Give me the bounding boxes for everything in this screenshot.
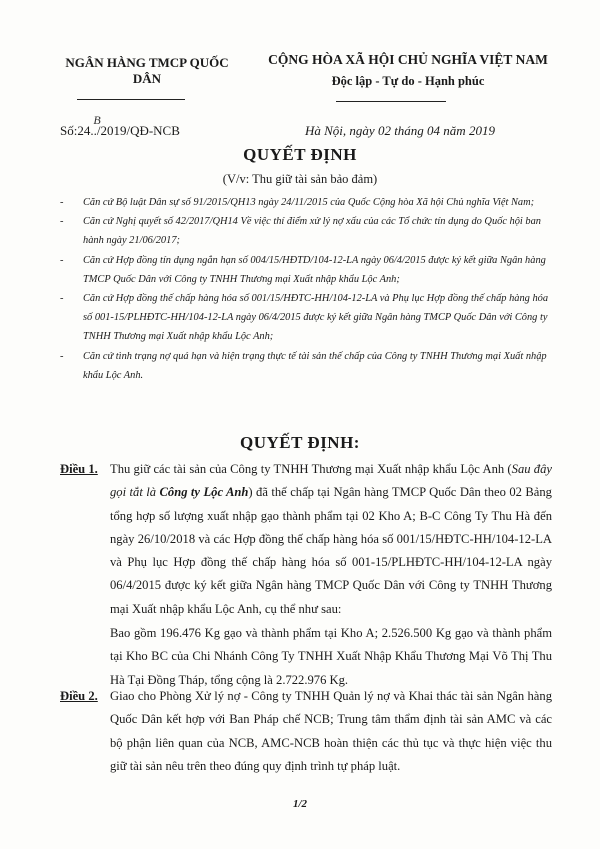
- legal-basis-item: - Căn cứ Hợp đồng tín dụng ngắn hạn số 004/15/HĐTD/104-12-LA ngày 06/4/2015 được ký kết giữa Ngân hàng TMCP Quốc Dân với Công ty TNHH Thương mại Xuất nhập khẩu Lộc Anh;: [60, 254, 546, 285]
- legal-basis-item: - Căn cứ Nghị quyết số 42/2017/QH14 Về việc thí điểm xử lý nợ xấu của các Tổ chức tín dụng do Quốc hội ban hành ngày 21/06/2017;: [60, 216, 541, 247]
- nation-title: CỘNG HÒA XÃ HỘI CHỦ NGHĨA VIỆT NAM: [268, 52, 548, 67]
- article-2-text: Giao cho Phòng Xử lý nợ - Công ty TNHH Quản lý nợ và Khai thác tài sản Ngân hàng Quốc Dân kết hợp với Ban Pháp chế NCB; Trung tâm thẩm định tài sản AMC và các bộ phận liên quan của NCB, AMC-NCB hoàn thiện các thủ tục và thực hiện việc thu giữ tài sản nêu trên theo đúng quy định trình tự pháp luật.: [110, 689, 552, 773]
- company-alias: Công ty Lộc Anh: [159, 485, 249, 500]
- article-2: [60, 685, 552, 778]
- article-1: [60, 458, 552, 692]
- doc-number-digits: 24: [77, 123, 91, 138]
- doc-number-value: [77, 113, 101, 139]
- header-right-rule: [336, 101, 446, 102]
- handwritten-mark: B: [93, 113, 101, 127]
- doc-number-suffix: ../2019/QĐ-NCB: [90, 123, 180, 138]
- national-header: [258, 52, 558, 89]
- page-number: 1/2: [292, 798, 308, 810]
- place-date: Hà Nội, ngày 02 tháng 04 năm 2019: [305, 123, 495, 138]
- document-subject: (V/v: Thu giữ tài sản bảo đảm): [222, 172, 378, 186]
- national-motto: Độc lập - Tự do - Hạnh phúc: [331, 74, 485, 88]
- legal-basis-item: - Căn cứ Hợp đồng thế chấp hàng hóa số 001/15/HĐTC-HH/104-12-LA và Phụ lục Hợp đồng thế chấp hàng hóa số 001-15/PLHĐTC-HH/104-12-LA ngày 06/4/2015 được ký kết giữa Ngân hàng TMCP Quốc Dân với Công ty TNHH Thương mại Xuất nhập khẩu Lộc Anh;: [60, 293, 549, 343]
- legal-basis-item: - Căn cứ Bộ luật Dân sự số 91/2015/QH13 ngày 24/11/2015 của Quốc Cộng hòa Xã hội Chủ nghĩa Việt Nam;: [60, 197, 535, 208]
- document-number: [60, 113, 180, 139]
- legal-basis-item: - Căn cứ tình trạng nợ quá hạn và hiện trạng thực tế tài sản thế chấp của Công ty TNHH Thương mại Xuất nhập khẩu Lộc Anh.: [60, 350, 547, 381]
- article-2-label: Điều 2.: [60, 689, 98, 703]
- doc-number-prefix: Số:: [60, 123, 78, 138]
- decision-heading: QUYẾT ĐỊNH:: [240, 433, 360, 452]
- article-1-text: Thu giữ các tài sản của Công ty TNHH Thương mại Xuất nhập khẩu Lộc Anh (Sau đây gọi tắt là Công ty Lộc Anh) đã thế chấp tại Ngân hàng TMCP Quốc Dân theo 02 Bảng tổng hợp số lượng xuất nhập gạo thành phẩm tại 02 Kho A; B-C Công Ty Thu Hà đến ngày 26/10/2018 và các Hợp đồng thế chấp hàng hóa số 001/15/HĐTC-HH/104-12-LA và Phụ lục Hợp đồng thế chấp hàng hóa số 001-15/PLHĐTC-HH/104-12-LA ngày 06/4/2015 được ký kết giữa Ngân hàng TMCP Quốc Dân với Công ty TNHH Thương mại Xuất nhập khẩu Lộc Anh, cụ thể như sau:: [110, 462, 552, 616]
- article-1-label: Điều 1.: [60, 462, 98, 476]
- document-title: QUYẾT ĐỊNH: [243, 145, 357, 164]
- header-left-rule: [77, 99, 185, 100]
- legal-basis-list: [60, 193, 550, 385]
- article-1-details: Bao gồm 196.476 Kg gạo và thành phẩm tại Kho A; 2.526.500 Kg gạo và thành phẩm tại Kho BC của Chi Nhánh Công Ty TNHH Xuất Nhập Khẩu Thương Mại Võ Thị Thu Hà Tại Đồng Tháp, tổng cộng là 2.722.976 Kg.: [110, 626, 552, 687]
- bank-name: NGÂN HÀNG TMCP QUỐC DÂN: [65, 55, 229, 86]
